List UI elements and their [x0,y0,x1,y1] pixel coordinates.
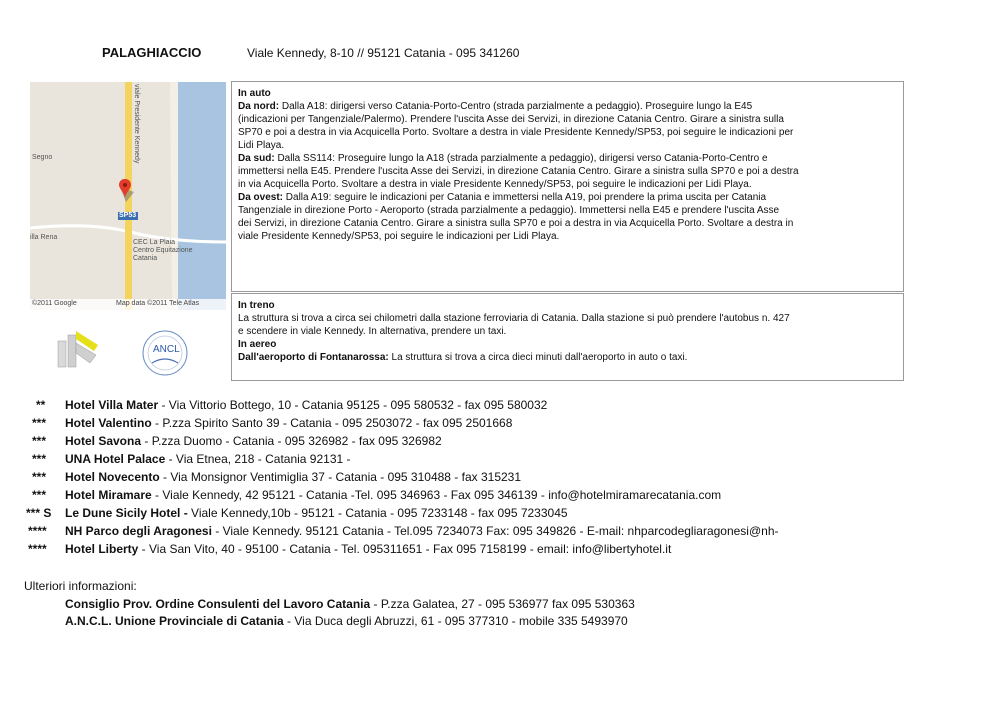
map-copyright: ©2011 Google [32,300,77,307]
car-line: Lidi Playa. [238,140,285,151]
hotel-item [0,524,992,542]
hotel-stars: *** [32,416,47,430]
hotel-entry: Hotel Novecento - Via Monsignor Ventimiglia 37 - Catania - 095 310488 - fax 315231 [65,470,522,484]
hotel-entry: Hotel Liberty - Via San Vito, 40 - 95100 - Catania - Tel. 095311651 - Fax 095 7158199 - email: info@libertyhotel.it [65,542,672,556]
location-map[interactable] [30,82,226,310]
hotel-entry: Le Dune Sicily Hotel - Viale Kennedy,10b - 95121 - Catania - 095 7233148 - fax 095 7233045 [65,506,568,520]
uil-logo-icon [50,323,102,375]
car-directions-box [231,81,904,292]
hotel-item [0,452,992,470]
hotel-entry: Hotel Savona - P.zza Duomo - Catania - 095 326982 - fax 095 326982 [65,434,442,448]
car-line: in via Acquicella Porto. Svoltare a destra in viale Presidente Kennedy/SP53, poi seguire le indicazioni per Lidi Playa. [238,179,752,190]
car-line: Da sud: Dalla SS114: Proseguire lungo la A18 (strada parzialmente a pedaggio), dirigersi verso Catania-Porto-Centro e [238,153,768,164]
car-line: (indicazioni per Tangenziale/Palermo). Prendere l'uscita Asse dei Servizi, in direzione Catania Centro. Girare a sinistra sulla [238,114,784,125]
hotel-stars: **** [28,542,47,556]
hotel-entry: Hotel Villa Mater - Via Vittorio Bottego, 10 - Catania 95125 - 095 580532 - fax 095 580032 [65,398,548,412]
hotel-list [0,398,992,560]
car-heading: In auto [238,88,271,99]
hotel-item [0,416,992,434]
hotel-stars: **** [28,524,47,538]
hotel-entry: Hotel Valentino - P.zza Spirito Santo 39 - Catania - 095 2503072 - fax 095 2501668 [65,416,513,430]
hotel-entry: NH Parco degli Aragonesi - Viale Kennedy. 95121 Catania - Tel.095 7234073 Fax: 095 349826 - E-mail: nhparcodegliaragonesi@nh- [65,524,779,538]
car-line: SP70 e poi a destra in via Acquicella Porto. Svoltare a destra in viale Presidente Kennedy/SP53, poi seguire le indicazioni per [238,127,794,138]
hotel-stars: *** [32,488,47,502]
header-address: Viale Kennedy, 8-10 // 95121 Catania - 095 341260 [247,46,520,60]
hotel-item [0,398,992,416]
car-line: Da nord: Dalla A18: dirigersi verso Catania-Porto-Centro (strada parzialmente a pedaggio). Proseguire lungo la E45 [238,101,753,112]
contact-entry: A.N.C.L. Unione Provinciale di Catania - Via Duca degli Abruzzi, 61 - 095 377310 - mobile 335 5493970 [65,614,628,628]
hotel-stars: *** [32,452,47,466]
hotel-entry: UNA Hotel Palace - Via Etnea, 218 - Catania 92131 - [65,452,351,466]
hotel-item [0,506,992,524]
hotel-item [0,488,992,506]
hotel-stars: *** [32,434,47,448]
map-label-cec1: CEC La Plaia [133,239,176,246]
contact-entry: Consiglio Prov. Ordine Consulenti del Lavoro Catania - P.zza Galatea, 27 - 095 536977 fax 095 530363 [65,597,635,611]
hotel-item [0,470,992,488]
car-line: immettersi nella E45. Prendere l'uscita Asse dei Servizi, in direzione Catania Centro. Girare a sinistra sulla SP70 e poi a destra [238,166,799,177]
hotel-stars: ** [36,398,46,412]
map-road-label: viale Presidente Kennedy [133,84,140,164]
hotel-item [0,542,992,560]
train-line: e scendere in viale Kennedy. In alternativa, prendere un taxi. [238,326,507,337]
hotel-stars: *** S [26,506,52,520]
train-air-box [231,293,904,381]
train-line: La struttura si trova a circa sei chilometri dalla stazione ferroviaria di Catania. Dalla stazione si può prendere l'autobus n. 427 [238,313,790,324]
car-line: dei Servizi, in direzione Catania Centro. Girare a sinistra sulla SP70 e poi a destra in via Acquicella Porto. Svoltare a destra in [238,218,794,229]
train-heading: In treno [238,300,275,311]
map-label-segno: Segno [32,154,53,161]
air-heading: In aereo [238,339,277,350]
map-data-credit: Map data ©2011 Tele Atlas [116,300,200,307]
more-info-title: Ulteriori informazioni: [24,579,137,593]
map-label-sp53: SP53 [119,212,137,219]
map-label-rena: illa Rena [30,234,58,241]
car-line: Tangenziale in direzione Porto - Aeroporto (strada parzialmente a pedaggio). Immettersi nella E45 e prendere l'uscita Asse [238,205,780,216]
hotel-item [0,434,992,452]
car-line: Da ovest: Dalla A19: seguire le indicazioni per Catania e immettersi nella A19, poi prendere la prima uscita per Catania [238,192,767,203]
car-line: viale Presidente Kennedy/SP53, poi seguire le indicazioni per Lidi Playa. [238,231,560,242]
map-label-cec2: Centro Equitazione [133,247,193,254]
ancl-logo-icon [140,329,190,377]
hotel-entry: Hotel Miramare - Viale Kennedy, 42 95121 - Catania -Tel. 095 346963 - Fax 095 346139 - info@hotelmiramarecatania.com [65,488,722,502]
page-title: PALAGHIACCIO [102,45,202,60]
hotel-stars: *** [32,470,47,484]
map-footer [30,299,226,310]
map-pin-icon [119,179,131,199]
air-line: Dall'aeroporto di Fontanarossa: La struttura si trova a circa dieci minuti dall'aeroporto in auto o taxi. [238,352,688,363]
map-label-cec3: Catania [133,255,158,262]
ancl-logo-text: ANCL [153,344,180,355]
